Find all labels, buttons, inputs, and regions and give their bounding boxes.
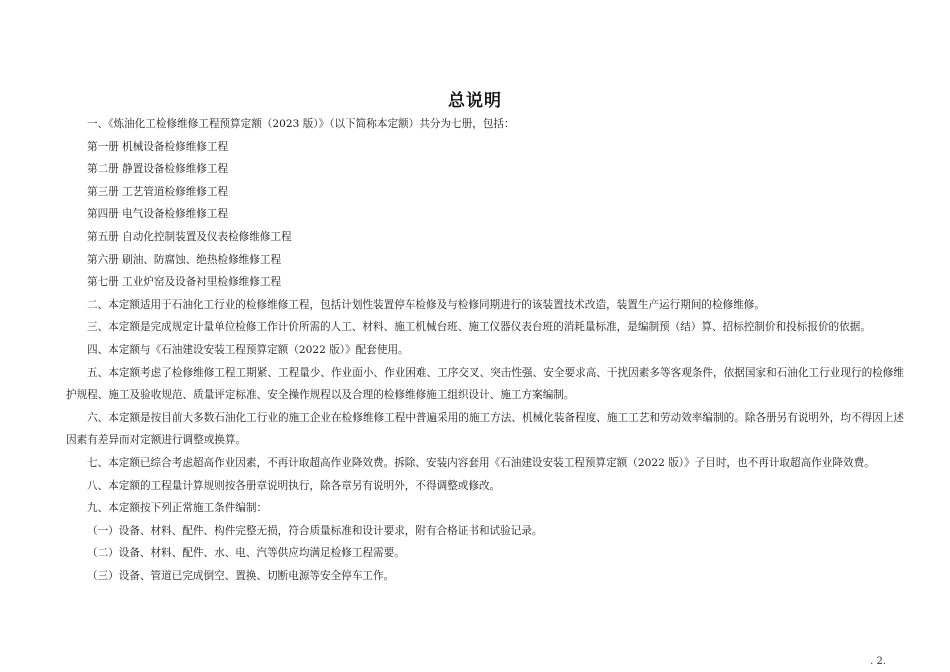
section-paragraph: 九、本定额按下列正常施工条件编制： (87, 502, 268, 515)
volume-item: 第二册 静置设备检修维修工程 (87, 163, 229, 176)
volume-item: 第五册 自动化控制装置及仪表检修维修工程 (87, 230, 292, 243)
section-paragraph: 六、本定额是按目前大多数石油化工行业的施工企业在检修维修工程中普遍采用的施工方法、机械化装备程度、施工工艺和劳动效率编制的。除各册另有说明外，均不得因上述因素有差异而对定额进行调整或换算。 (66, 411, 904, 447)
section-paragraph: 八、本定额的工程量计算规则按各册章说明执行，除各章另有说明外，不得调整或修改。 (87, 479, 501, 492)
intro-paragraph: 一、《炼油化工检修维修工程预算定额（2023 版）》（以下简称本定额）共分为七册，包括： (87, 118, 515, 130)
condition-item: （二）设备、材料、配件、水、电、汽等供应均满足检修工程需要。 (87, 547, 405, 560)
volume-item: 第七册 工业炉窑及设备衬里检修维修工程 (87, 276, 282, 289)
volume-item: 第六册 刷油、防腐蚀、绝热检修维修工程 (87, 253, 282, 266)
page-number: . 2. (870, 656, 886, 667)
volume-item: 第四册 电气设备检修维修工程 (87, 208, 229, 221)
volume-item: 第三册 工艺管道检修维修工程 (87, 185, 229, 198)
section-paragraph: 五、本定额考虑了检修维修工程工期紧、工程量少、作业面小、作业困难、工序交叉、突击性强、安全要求高、干扰因素多等客观条件，依据国家和石油化工行业现行的检修维护规程、施工及验收规范、质量评定标准、安全操作规程以及合理的检修维修施工组织设计、施工方案编制。 (66, 366, 904, 402)
section-paragraph: 三、本定额是完成规定计量单位检修工作计价所需的人工、材料、施工机械台班、施工仪器仪表台班的消耗量标准，是编制预（结）算、招标控制价和投标报价的依据。 (87, 321, 871, 334)
volume-list (66, 136, 904, 294)
section-paragraph: 四、本定额与《石油建设安装工程预算定额（2022 版）》配套使用。 (87, 343, 409, 356)
page-title: 总说明 (448, 91, 502, 111)
document-body (66, 113, 904, 587)
condition-item: （三）设备、管道已完成倒空、置换、切断电源等安全停车工作。 (87, 569, 395, 582)
condition-item: （一）设备、材料、配件、构件完整无损，符合质量标准和设计要求，附有合格证书和试验记录。 (87, 524, 543, 537)
section-paragraph: 二、本定额适用于石油化工行业的检修维修工程，包括计划性装置停车检修及与检修同期进行的该装置技术改造，装置生产运行期间的检修维修。 (87, 298, 765, 311)
volume-item: 第一册 机械设备检修维修工程 (87, 140, 229, 153)
section-paragraph: 七、本定额已综合考虑超高作业因素，不再计取超高作业降效费。拆除、安装内容套用《石油建设安装工程预算定额（2022 版）》子目时，也不再计取超高作业降效费。 (87, 456, 875, 469)
